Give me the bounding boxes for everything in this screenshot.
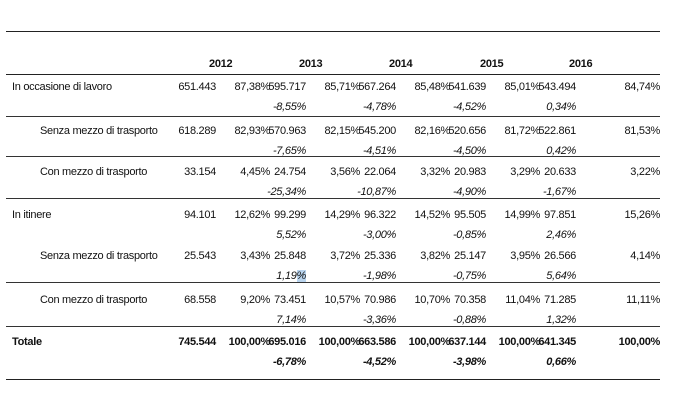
- variation-cell: 7,14%: [276, 314, 306, 326]
- percent-cell: 3,72%: [330, 250, 360, 262]
- variation-cell: -4,50%: [452, 145, 486, 157]
- year-header: 2016: [569, 58, 593, 70]
- count-cell: 25.336: [364, 250, 396, 262]
- row-label: Senza mezzo di trasporto: [40, 250, 158, 262]
- percent-cell: 3,56%: [330, 166, 360, 178]
- percent-cell: 4,45%: [240, 166, 270, 178]
- row-label: In itinere: [12, 209, 52, 221]
- variation-cell: -4,90%: [452, 186, 486, 198]
- variation-cell: -4,52%: [362, 356, 396, 368]
- percent-cell: 15,26%: [624, 209, 660, 221]
- variation-cell: -0,88%: [452, 314, 486, 326]
- count-cell: 26.566: [544, 250, 576, 262]
- count-cell: 651.443: [178, 81, 216, 93]
- percent-cell: 14,52%: [414, 209, 450, 221]
- year-header: 2012: [209, 58, 233, 70]
- percent-cell: 100,00%: [618, 336, 660, 348]
- variation-cell: -0,75%: [452, 270, 486, 282]
- variation-cell: -0,85%: [452, 229, 486, 241]
- percent-cell: 85,48%: [414, 81, 450, 93]
- count-cell: 745.544: [178, 336, 216, 348]
- count-cell: 663.586: [358, 336, 396, 348]
- variation-cell: -8,55%: [272, 101, 306, 113]
- variation-cell: 2,46%: [546, 229, 576, 241]
- top-rule: [6, 31, 660, 32]
- variation-cell: 0,66%: [546, 356, 576, 368]
- count-cell: 68.558: [184, 294, 216, 306]
- percent-cell: 3,29%: [510, 166, 540, 178]
- percent-cell: 14,99%: [504, 209, 540, 221]
- count-cell: 71.285: [544, 294, 576, 306]
- percent-cell: 3,32%: [420, 166, 450, 178]
- percent-cell: 100,00%: [408, 336, 450, 348]
- count-cell: 70.358: [454, 294, 486, 306]
- variation-cell: -3,98%: [452, 356, 486, 368]
- variation-cell: 5,52%: [276, 229, 306, 241]
- percent-cell: 81,72%: [504, 125, 540, 137]
- row-label: Con mezzo di trasporto: [40, 166, 148, 178]
- count-cell: 543.494: [538, 81, 576, 93]
- count-cell: 567.264: [358, 81, 396, 93]
- percent-cell: 14,29%: [324, 209, 360, 221]
- count-cell: 522.861: [538, 125, 576, 137]
- count-cell: 695.016: [268, 336, 306, 348]
- variation-cell: -3,36%: [362, 314, 396, 326]
- variation-cell: -4,78%: [362, 101, 396, 113]
- year-header: 2013: [299, 58, 323, 70]
- percent-cell: 3,95%: [510, 250, 540, 262]
- percent-cell: 85,71%: [324, 81, 360, 93]
- percent-cell: 12,62%: [234, 209, 270, 221]
- row-label: In occasione di lavoro: [12, 81, 112, 93]
- variation-cell: 5,64%: [546, 270, 576, 282]
- percent-cell: 3,22%: [630, 166, 660, 178]
- year-header: 2015: [480, 58, 504, 70]
- row-label: Totale: [12, 336, 42, 348]
- variation-cell: -25,34%: [267, 186, 306, 198]
- percent-cell: 85,01%: [504, 81, 540, 93]
- count-cell: 637.144: [448, 336, 486, 348]
- percent-cell: 100,00%: [228, 336, 270, 348]
- count-cell: 70.986: [364, 294, 396, 306]
- percent-cell: 87,38%: [234, 81, 270, 93]
- count-cell: 570.963: [268, 125, 306, 137]
- variation-cell: 1,19%: [276, 270, 306, 282]
- count-cell: 25.543: [184, 250, 216, 262]
- variation-cell: 0,42%: [546, 145, 576, 157]
- variation-cell: 0,34%: [546, 101, 576, 113]
- percent-cell: 11,11%: [626, 294, 660, 306]
- count-cell: 20.983: [454, 166, 486, 178]
- percent-cell: 10,70%: [414, 294, 450, 306]
- count-cell: 24.754: [274, 166, 306, 178]
- count-cell: 25.147: [454, 250, 486, 262]
- row-label: Senza mezzo di trasporto: [40, 125, 158, 137]
- row-separator: [6, 116, 660, 117]
- count-cell: 25.848: [274, 250, 306, 262]
- count-cell: 520.656: [448, 125, 486, 137]
- percent-cell: 9,20%: [240, 294, 270, 306]
- count-cell: 33.154: [184, 166, 216, 178]
- percent-cell: 82,16%: [414, 125, 450, 137]
- count-cell: 545.200: [358, 125, 396, 137]
- variation-cell: -1,98%: [362, 270, 396, 282]
- variation-cell: 1,32%: [546, 314, 576, 326]
- row-label: Con mezzo di trasporto: [40, 294, 148, 306]
- count-cell: 73.451: [274, 294, 306, 306]
- count-cell: 595.717: [268, 81, 306, 93]
- percent-cell: 3,82%: [420, 250, 450, 262]
- variation-cell: -7,65%: [272, 145, 306, 157]
- percent-cell: 4,14%: [630, 250, 660, 262]
- percent-cell: 84,74%: [624, 81, 660, 93]
- count-cell: 95.505: [454, 209, 486, 221]
- percent-cell: 82,93%: [234, 125, 270, 137]
- count-cell: 618.289: [178, 125, 216, 137]
- variation-cell: -3,00%: [362, 229, 396, 241]
- count-cell: 94.101: [184, 209, 216, 221]
- variation-cell: -4,52%: [452, 101, 486, 113]
- year-header: 2014: [389, 58, 413, 70]
- variation-cell: -10,87%: [357, 186, 396, 198]
- count-cell: 541.639: [448, 81, 486, 93]
- percent-cell: 10,57%: [324, 294, 360, 306]
- bottom-rule: [6, 379, 660, 380]
- count-cell: 96.322: [364, 209, 396, 221]
- percent-cell: 100,00%: [318, 336, 360, 348]
- count-cell: 99.299: [274, 209, 306, 221]
- percent-cell: 81,53%: [624, 125, 660, 137]
- percent-cell: 11,04%: [505, 294, 540, 306]
- variation-cell: -4,51%: [362, 145, 396, 157]
- percent-cell: 82,15%: [324, 125, 360, 137]
- header-rule: [6, 74, 660, 75]
- percent-cell: 100,00%: [498, 336, 540, 348]
- count-cell: 20.633: [544, 166, 576, 178]
- variation-cell: -1,67%: [542, 186, 576, 198]
- variation-cell: -6,78%: [272, 356, 306, 368]
- count-cell: 641.345: [538, 336, 576, 348]
- count-cell: 22.064: [364, 166, 396, 178]
- count-cell: 97.851: [544, 209, 576, 221]
- percent-cell: 3,43%: [240, 250, 270, 262]
